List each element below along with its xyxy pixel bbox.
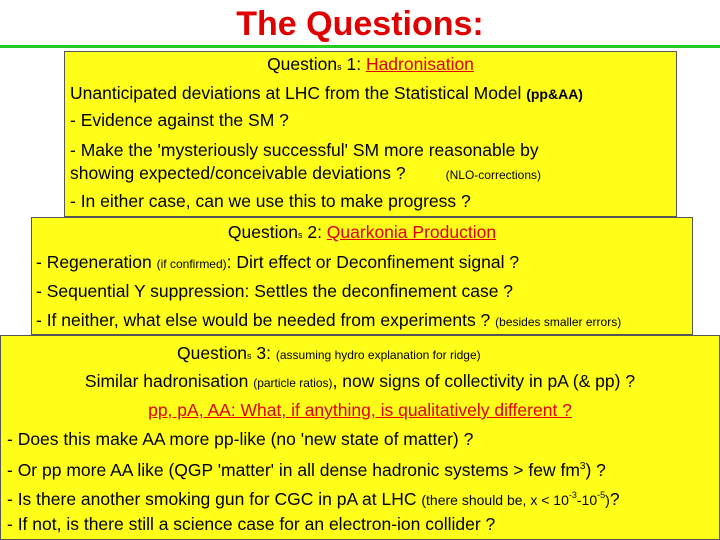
q1-line-4-note: (NLO-corrections) (445, 168, 541, 182)
q3-line-3: - Does this make AA more pp-like (no 'new state of matter) ? (7, 429, 474, 449)
q2-line-2: - Sequential Y suppression: Settles the deconfinement case ? (36, 281, 514, 301)
q3-line-5-sup-1: -3 (568, 490, 577, 500)
question-2-box (31, 217, 693, 335)
q3-line-5-text: - Is there another smoking gun for CGC in pA at LHC (7, 488, 422, 509)
q3-line-4-text: - Or pp more AA like (QGP 'matter' in all dense hadronic systems > few fm (7, 459, 580, 480)
q1-line-5: - In either case, can we use this to make progress ? (70, 191, 471, 211)
q1-line-1-note: (pp&AA) (526, 86, 583, 102)
q3-line-5-sup-2: -5 (597, 490, 606, 500)
q2-line-1 (36, 251, 519, 275)
question-3-heading (177, 342, 481, 367)
question-label: Question (227, 222, 298, 242)
q3-line-5-note: (there should be, x < 10 (421, 491, 569, 508)
question-label: Question (267, 54, 338, 74)
q1-line-3: - Make the 'mysteriously successful' SM more reasonable by (70, 140, 539, 160)
q3-line-4 (7, 456, 606, 481)
question-suffix: s (297, 230, 303, 240)
q1-line-2: - Evidence against the SM ? (70, 110, 289, 130)
question-suffix: s (247, 351, 252, 361)
q3-line-4-rest: ) ? (585, 459, 606, 480)
title-divider (0, 45, 720, 48)
q3-line-5 (7, 484, 620, 511)
question-number: 3: (251, 343, 276, 363)
q1-line-4 (70, 162, 541, 186)
question-number: 2: (302, 222, 327, 242)
q1-line-1 (70, 82, 583, 105)
q2-line-1-note: (if confirmed) (156, 257, 227, 271)
q2-line-3-text: - If neither, what else would be needed from experiments ? (36, 310, 496, 330)
question-3-note: (assuming hydro explanation for ridge) (275, 348, 481, 362)
q2-line-1-text: - Regeneration (36, 252, 157, 272)
hadronisation-link[interactable]: Hadronisation (365, 54, 474, 74)
q3-line-4-sup: 3 (579, 461, 586, 472)
question-3-box (0, 335, 720, 540)
question-suffix: s (337, 62, 342, 72)
q3-line-1-note: (particle ratios) (253, 376, 333, 390)
q3-line-6: - If not, is there still a science case for an electron-ion collider ? (7, 514, 496, 534)
question-2-heading (32, 221, 692, 246)
q1-line-4-text: showing expected/conceivable deviations ? (70, 163, 406, 183)
q2-line-3 (36, 309, 621, 333)
q3-line-1 (1, 370, 719, 394)
question-1-heading (65, 53, 676, 78)
q3-key-question-link[interactable]: pp, pA, AA: What, if anything, is qualitatively different ? (148, 400, 572, 420)
quarkonia-production-link[interactable]: Quarkonia Production (326, 222, 497, 242)
question-1-box (64, 51, 677, 217)
slide-title: The Questions: (236, 5, 484, 43)
question-label: Question (177, 343, 248, 363)
q3-line-5-note-3: ) (605, 491, 610, 508)
question-number: 1: (341, 54, 366, 74)
q2-line-3-note: (besides smaller errors) (495, 315, 622, 329)
q2-line-1-rest: : Dirt effect or Deconfinement signal ? (226, 252, 520, 272)
q3-line-5-end: ? (609, 488, 620, 509)
q3-line-1-rest: , now signs of collectivity in pA (& pp) ? (332, 371, 636, 391)
q3-line-5-note-2: -10 (576, 491, 598, 508)
q1-line-1-text: Unanticipated deviations at LHC from the Statistical Model (70, 83, 527, 103)
q3-line-1-text: Similar hadronisation (84, 371, 254, 391)
